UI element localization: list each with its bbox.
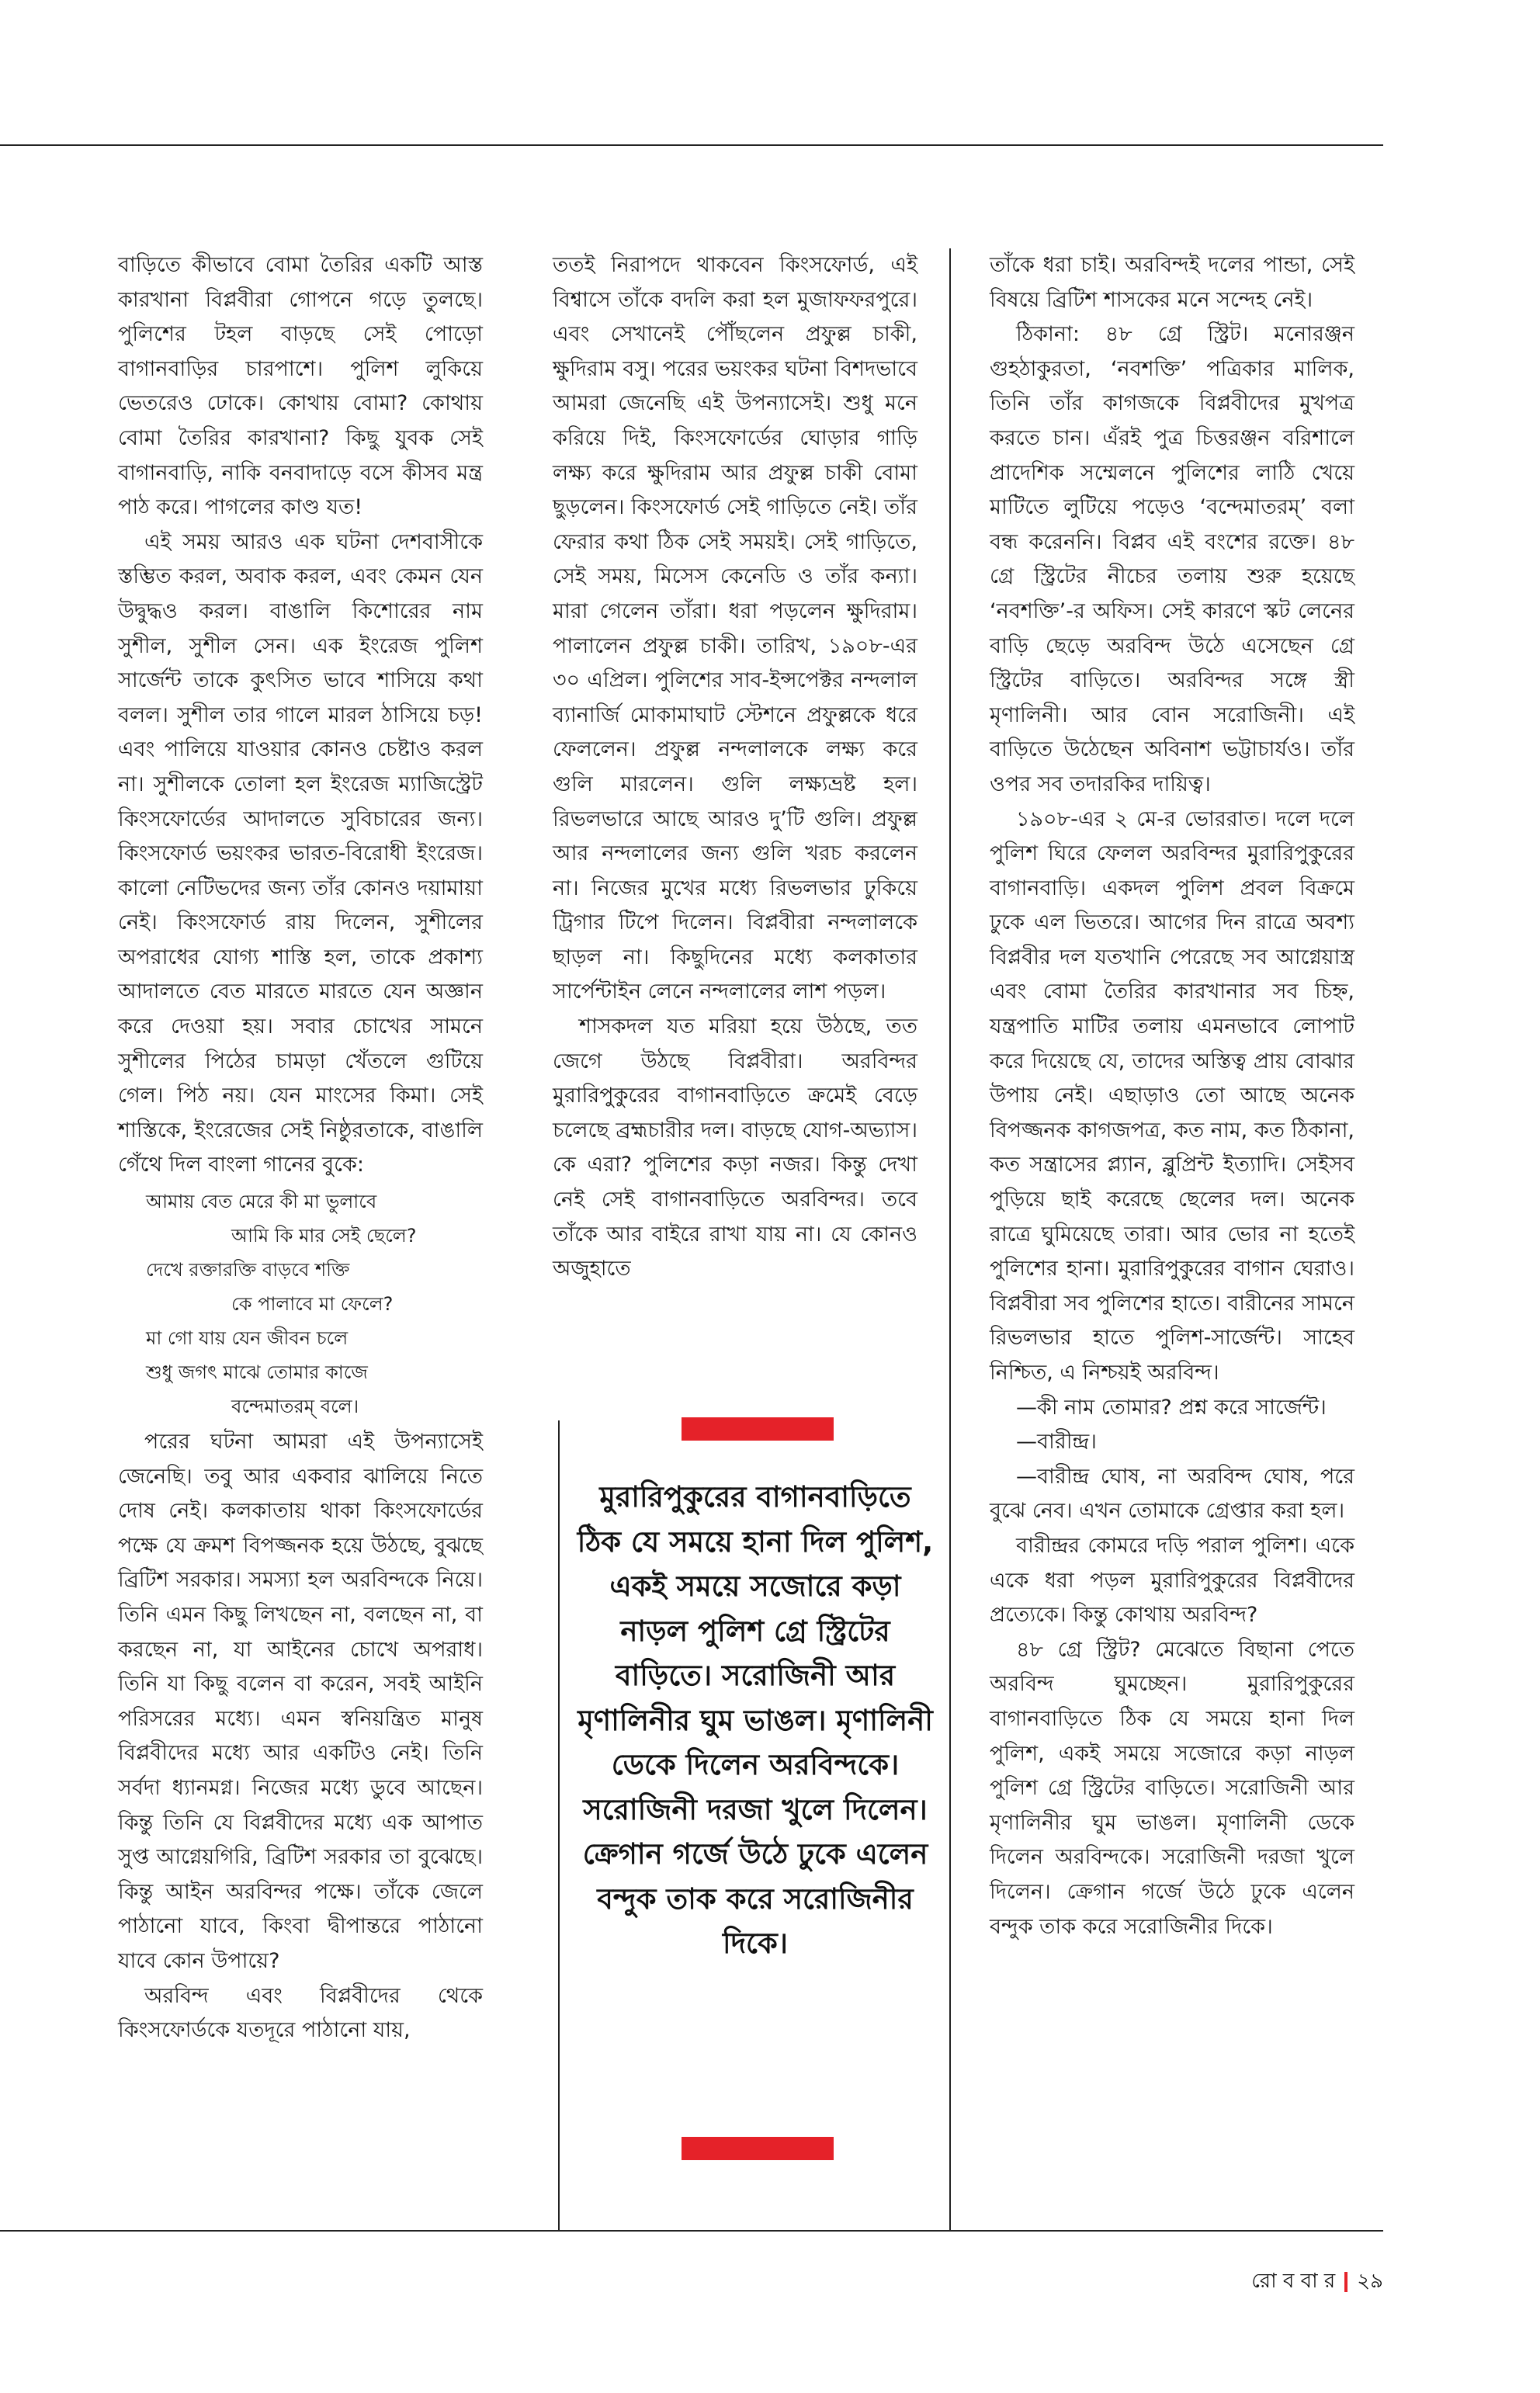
paragraph: বাড়িতে কীভাবে বোমা তৈরির একটি আস্ত কারখানা বিপ্লবীরা গোপনে গড়ে তুলছে। পুলিশের টহল বাড়ছে সেই পোড়ো বাগানবাড়ির চারপাশে। পুলিশ লুকিয়ে ভেতরেও ঢোকে। কোথায় বোমা? কোথায় বোমা তৈরির কারখানা? কিছু যুবক সেই বাগানবাড়ি, নাকি বনবাদাড়ে বসে কীসব মন্ত্র পাঠ করে। পাগলের কাণ্ড যত! — [118, 253, 483, 520]
magazine-name: রো ব বা র — [1251, 2270, 1336, 2293]
paragraph: —বারীন্দ্র। — [1016, 1430, 1097, 1455]
page-number: ২৯ — [1357, 2270, 1383, 2293]
song-line: আমায় বেত মেরে কী মা ভুলাবে — [146, 1191, 377, 1213]
paragraph: পরের ঘটনা আমরা এই উপন্যাসেই জেনেছি। তবু আর একবার ঝালিয়ে নিতে দোষ নেই। কলকাতায় থাকা কিংসফোর্ডের পক্ষে যে ক্রমশ বিপজ্জনক হয়ে উঠছে, বুঝছে ব্রিটিশ সরকার। সমস্যা হল অরবিন্দকে নিয়ে। তিনি এমন কিছু লিখছেন না, বলছেন না, বা করছেন না, যা আইনের চোখে অপরাধ। তিনি যা কিছু বলেন বা করেন, সবই আইনি পরিসরের মধ্যে। এমন স্বনিয়ন্ত্রিত মানুষ বিপ্লবীদের মধ্যে আর একটিও নেই। তিনি সর্বদা ধ্যানমগ্ন। নিজের মধ্যে ডুবে আছেন। কিন্তু তিনি যে বিপ্লবীদের মধ্যে এক আপাত সুপ্ত আগ্নেয়গিরি, ব্রিটিশ সরকার তা বুঝেছে। কিন্তু আইন অরবিন্দর পক্ষে। তাঁকে জেলে পাঠানো যাবে, কিংবা দ্বীপান্তরে পাঠানো যাবে কোন উপায়ে? — [118, 1430, 483, 1973]
page-footer — [1251, 2265, 1383, 2299]
column-1 — [118, 248, 483, 2048]
column-2 — [553, 248, 917, 1287]
top-rule — [0, 144, 1383, 146]
song-line: বন্দেমাতরম্ বলে। — [231, 1396, 359, 1418]
song-line: মা গো যায় যেন জীবন চলে — [146, 1327, 349, 1350]
paragraph: বারীন্দ্রর কোমরে দড়ি পরাল পুলিশ। একে একে ধরা পড়ল মুরারিপুকুরের বিপ্লবীদের প্রত্যেকে। কিন্তু কোথায় অরবিন্দ? — [990, 1533, 1354, 1628]
paragraph: এই সময় আরও এক ঘটনা দেশবাসীকে স্তম্ভিত করল, অবাক করল, এবং কেমন যেন উদ্বুদ্ধও করল। বাঙালি কিশোরের নাম সুশীল, সুশীল সেন। এক ইংরেজ পুলিশ সার্জেন্ট তাকে কুৎসিত ভাবে শাসিয়ে কথা বলল। সুশীল তার গালে মারল ঠাসিয়ে চড়! এবং পালিয়ে যাওয়ার কোনও চেষ্টাও করল না। সুশীলকে তোলা হল ইংরেজ ম্যাজিস্ট্রেট কিংসফোর্ডের আদালতে সুবিচারের জন্য। কিংসফোর্ড ভয়ংকর ভারত-বিরোধী ইংরেজ। কালো নেটিভদের জন্য তাঁর কোনও দয়ামায়া নেই। কিংসফোর্ড রায় দিলেন, সুশীলের অপরাধের যোগ্য শাস্তি হল, তাকে প্রকাশ্য আদালতে বেত মারতে মারতে যেন অজ্ঞান করে দেওয়া হয়। সবার চোখের সামনে সুশীলের পিঠের চামড়া খেঁতলে গুটিয়ে গেল। পিঠ নয়। যেন মাংসের কিমা। সেই শাস্তিকে, ইংরেজের সেই নিষ্ঠুরতাকে, বাঙালি গেঁথে দিল বাংলা গানের বুকে: — [118, 529, 483, 1177]
pull-quote: মুরারিপুকুরের বাগানবাড়িতে ঠিক যে সময়ে হানা দিল পুলিশ, একই সময়ে সজোরে কড়া নাড়ল পুলিশ গ্রে স্ট্রিটের বাড়িতে। সরোজিনী আর মৃণালিনীর ঘুম ভাঙল। মৃণালিনী ডেকে দিলেন অরবিন্দকে। সরোজিনী দরজা খুলে দিলেন। ক্রেগান গর্জে উঠে ঢুকে এলেন বন্দুক তাক করে সরোজিনীর দিকে। — [577, 1480, 934, 1960]
paragraph: ৪৮ গ্রে স্ট্রিট? মেঝেতে বিছানা পেতে অরবিন্দ ঘুমচ্ছেন। মুরারিপুকুরের বাগানবাড়িতে ঠিক যে সময়ে হানা দিল পুলিশ, একই সময়ে সজোরে কড়া নাড়ল পুলিশ গ্রে স্ট্রিটের বাড়িতে। সরোজিনী আর মৃণালিনীর ঘুম ভাঙল। মৃণালিনী ডেকে দিলেন অরবিন্দকে। সরোজিনী দরজা খুলে দিলেন। ক্রেগান গর্জে উঠে ঢুকে এলেন বন্দুক তাক করে সরোজিনীর দিকে। — [990, 1637, 1354, 1939]
song-line: আমি কি মার সেই ছেলে? — [231, 1225, 417, 1247]
paragraph: ঠিকানা: ৪৮ গ্রে স্ট্রিট। মনোরঞ্জন গুহঠাকুরতা, ‘নবশক্তি’ পত্রিকার মালিক, তিনি তাঁর কাগজকে বিপ্লবীদের মুখপত্র করতে চান। এঁরই পুত্র চিত্তরঞ্জন বরিশালে প্রাদেশিক সম্মেলনে পুলিশের লাঠি খেয়ে মাটিতে লুটিয়ে পড়েও ‘বন্দেমাতরম্’ বলা বন্ধ করেননি। বিপ্লব এই বংশের রক্তে। ৪৮ গ্রে স্ট্রিটের নীচের তলায় শুরু হয়েছে ‘নবশক্তি’-র অফিস। সেই কারণে স্কট লেনের বাড়ি ছেড়ে অরবিন্দ উঠে এসেছেন গ্রে স্ট্রিটের বাড়িতে। অরবিন্দর সঙ্গে স্ত্রী মৃণালিনী। আর বোন সরোজিনী। এই বাড়িতে উঠেছেন অবিনাশ ভট্টাচার্যও। তাঁর ওপর সব তদারকির দায়িত্ব। — [990, 322, 1354, 796]
pull-quote-top-bar — [682, 1417, 834, 1441]
song-line: দেখে রক্তারক্তি বাড়বে শক্তি — [146, 1259, 350, 1281]
paragraph: —কী নাম তোমার? প্রশ্ন করে সার্জেন্ট। — [1016, 1395, 1327, 1420]
paragraph: অরবিন্দ এবং বিপ্লবীদের থেকে কিংসফোর্ডকে যতদূরে পাঠানো যায়, — [118, 1983, 483, 2043]
column-divider — [949, 248, 951, 2230]
song-verse — [118, 1184, 483, 1424]
footer-separator — [1344, 2272, 1348, 2292]
paragraph: শাসকদল যত মরিয়া হয়ে উঠছে, তত জেগে উঠছে বিপ্লবীরা। অরবিন্দর মুরারিপুকুরের বাগানবাড়িতে ক্রমেই বেড়ে চলেছে ব্রহ্মচারীর দল। বাড়ছে যোগ-অভ্যাস। কে এরা? পুলিশের কড়া নজর। কিন্তু দেখা নেই সেই বাগানবাড়িতে অরবিন্দর। তবে তাঁকে আর বাইরে রাখা যায় না। যে কোনও অজুহাতে — [553, 1014, 917, 1281]
column-divider — [558, 1420, 560, 2232]
paragraph: তাঁকে ধরা চাই। অরবিন্দই দলের পান্ডা, সেই বিষয়ে ব্রিটিশ শাসকের মনে সন্দেহ নেই। — [990, 253, 1354, 312]
paragraph: ততই নিরাপদে থাকবেন কিংসফোর্ড, এই বিশ্বাসে তাঁকে বদলি করা হল মুজাফফরপুরে। এবং সেখানেই পৌঁছলেন প্রফুল্ল চাকী, ক্ষুদিরাম বসু। পরের ভয়ংকর ঘটনা বিশদভাবে আমরা জেনেছি এই উপন্যাসেই। শুধু মনে করিয়ে দিই, কিংসফোর্ডের ঘোড়ার গাড়ি লক্ষ্য করে ক্ষুদিরাম আর প্রফুল্ল চাকী বোমা ছুড়লেন। কিংসফোর্ড সেই গাড়িতে নেই। তাঁর ফেরার কথা ঠিক সেই সময়ই। সেই গাড়িতে, সেই সময়, মিসেস কেনেডি ও তাঁর কন্যা। মারা গেলেন তাঁরা। ধরা পড়লেন ক্ষুদিরাম। পালালেন প্রফুল্ল চাকী। তারিখ, ১৯০৮-এর ৩০ এপ্রিল। পুলিশের সাব-ইন্সপেক্টর নন্দলাল ব্যানার্জি মোকামাঘাট স্টেশনে প্রফুল্লকে ধরে ফেললেন। প্রফুল্ল নন্দলালকে লক্ষ্য করে গুলি মারলেন। গুলি লক্ষ্যভ্রষ্ট হল। রিভলভারে আছে আরও দু’টি গুলি। প্রফুল্ল আর নন্দলালের জন্য গুলি খরচ করলেন না। নিজের মুখের মধ্যে রিভলভার ঢুকিয়ে ট্রিগার টিপে দিলেন। বিপ্লবীরা নন্দলালকে ছাড়ল না। কিছুদিনের মধ্যে কলকাতার সার্পেন্টাইন লেনে নন্দলালের লাশ পড়ল। — [553, 253, 917, 1004]
bottom-rule — [0, 2230, 1383, 2232]
paragraph: ১৯০৮-এর ২ মে-র ভোররাত। দলে দলে পুলিশ ঘিরে ফেলল অরবিন্দর মুরারিপুকুরের বাগানবাড়ি। একদল পুলিশ প্রবল বিক্রমে ঢুকে এল ভিতরে। আগের দিন রাত্রে অবশ্য বিপ্লবীর দল যতখানি পেরেছে সব আগ্নেয়াস্ত্র এবং বোমা তৈরির কারখানার সব চিহ্ন, যন্ত্রপাতি মাটির তলায় এমনভাবে লোপাট করে দিয়েছে যে, তাদের অস্তিত্ব প্রায় বোঝার উপায় নেই। এছাড়াও তো আছে অনেক বিপজ্জনক কাগজপত্র, কত নাম, কত ঠিকানা, কত সন্ত্রাসের প্ল্যান, ব্লুপ্রিন্ট ইত্যাদি। সেইসব পুড়িয়ে ছাই করেছে ছেলের দল। অনেক রাত্রে ঘুমিয়েছে তারা। আর ভোর না হতেই পুলিশের হানা। মুরারিপুকুরের বাগান ঘেরাও। বিপ্লবীরা সব পুলিশের হাতে। বারীনের সামনে রিভলভার হাতে পুলিশ-সার্জেন্ট। সাহেব নিশ্চিত, এ নিশ্চয়ই অরবিন্দ। — [990, 806, 1354, 1385]
song-line: কে পালাবে মা ফেলে? — [231, 1293, 394, 1316]
column-3 — [990, 248, 1354, 1944]
song-line: শুধু জগৎ মাঝে তোমার কাজে — [146, 1361, 368, 1384]
pull-quote-bottom-bar — [682, 2137, 834, 2160]
paragraph: —বারীন্দ্র ঘোষ, না অরবিন্দ ঘোষ, পরে বুঝে নেব। এখন তোমাকে গ্রেপ্তার করা হল। — [990, 1464, 1354, 1524]
